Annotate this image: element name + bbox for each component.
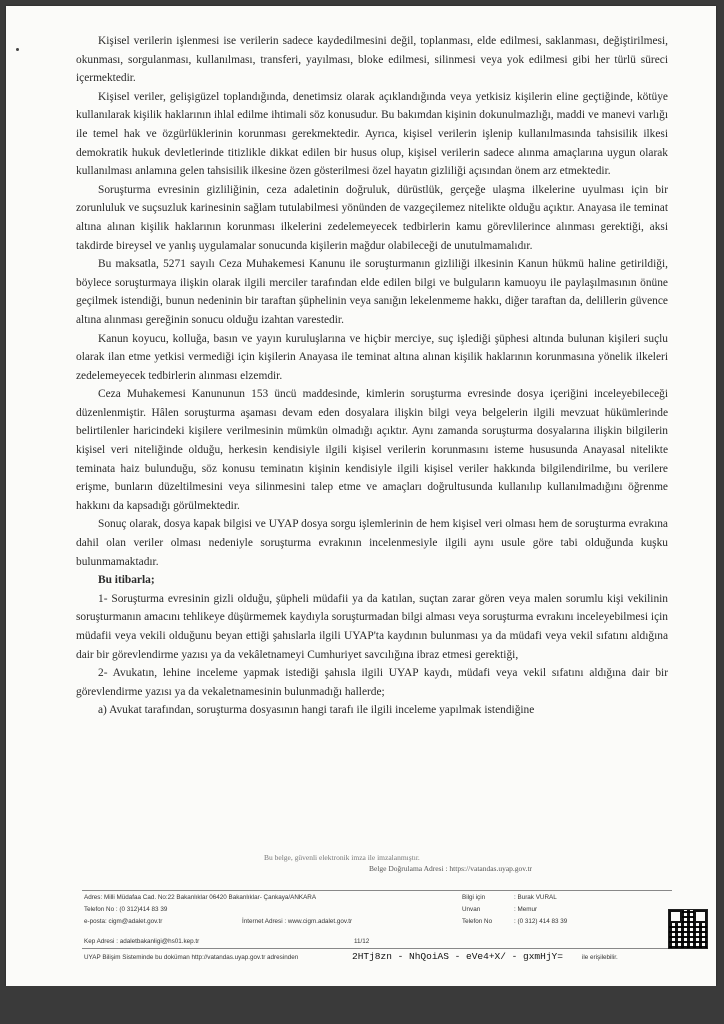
signature-note: Bu belge, güvenli elektronik imza ile imzalanmıştır.	[264, 853, 420, 862]
paragraph: Kanun koyucu, kolluğa, basın ve yayın kuruluşlarına ve hiçbir merciye, suç işlediği şüphesi altında bulunan kişileri suçlu olarak ilan etme yetkisi vermediği için kişilerin Anayasa ile teminat altına alınan kişilik haklarının korunmasına yönelik ilkeleri zedelemeyecek tedbirlerin alınması elzemdir.	[76, 332, 668, 382]
section-heading: Bu itibarla;	[98, 574, 155, 587]
paragraph: a) Avukat tarafından, soruşturma dosyasının hangi tarafı ile ilgili inceleme yapılmak istendiğine	[98, 704, 535, 717]
info-value: : Burak VURAL	[514, 894, 557, 901]
paragraph: Bu maksatla, 5271 sayılı Ceza Muhakemesi Kanunu ile soruşturmanın gizliliği ilkesinin Kanun hükmü haline getirildiği, böylece soruşturmaya ilişkin olarak ilgili merciler tarafından elde edilen bilgi ve bulguların kamuoyu ile paylaşılmasının önüne geçilmek istendiği, bunun nedeninin bir taraftan şüphelinin veya sanığın lekelenmeme hakkı, diğer taraftan da, delillerin güvence altına alınması gereğinin sonucu olduğu izahtan varestedir.	[76, 258, 668, 326]
code-suffix: ile erişilebilir.	[582, 954, 618, 961]
paragraph: 2- Avukatın, lehine inceleme yapmak istediği şahısla ilgili UYAP kaydı, müdafi veya vekil sıfatını aldığına dair bir görevlendirme yazısı ya da vekaletnamesinin bulunmadığı hallerde;	[76, 667, 668, 698]
footer-email: e-posta: cigm@adalet.gov.tr	[84, 918, 163, 925]
tel-value: : (0 312) 414 83 39	[514, 918, 568, 925]
verification-address: Belge Doğrulama Adresi : https://vatandas.uyap.gov.tr	[369, 864, 533, 873]
footer-address: Adres: Milli Müdafaa Cad. No:22 Bakanlıklar 06420 Bakanlıklar- Çankaya/ANKARA	[84, 894, 317, 901]
qr-code	[669, 910, 707, 948]
paragraph: Sonuç olarak, dosya kapak bilgisi ve UYAP dosya sorgu işlemlerinin de hem kişisel veri olması hem de soruşturma evrakına dahil olan veriler olması nedeniyle soruşturma evrakının incelenmesiyle ilgili aynı usule göre tabi olduğunda kuşku bulunmamaktadır.	[76, 518, 668, 568]
scan-border	[0, 986, 724, 1024]
page-number: 11/12	[354, 938, 370, 945]
e-signature-stamp	[186, 852, 706, 874]
footer-phone: Telefon No : (0 312)414 83 39	[84, 906, 168, 913]
uyap-note: UYAP Bilişim Sisteminde bu doküman http://vatandas.uyap.gov.tr adresinden	[84, 954, 299, 961]
document-footer	[82, 880, 692, 980]
footer-internet: İnternet Adresi : www.cigm.adalet.gov.tr	[242, 918, 353, 925]
document-page	[6, 6, 716, 986]
tel-label: Telefon No	[462, 918, 493, 925]
footer-divider	[82, 890, 672, 891]
verification-code: 2HTj8zn - NhQoiAS - eVe4+X/ - gxmHjY=	[352, 951, 563, 962]
scan-artifact	[16, 48, 19, 51]
paragraph: Soruşturma evresinin gizliliğinin, ceza adaletinin doğruluk, dürüstlük, gerçeğe ulaşma ilkelerine uyulması için bir zorunluluk ve suçsuzluk karinesinin sağlam tutulabilmesi yönünden de vazgeçilemez nitelikte olduğu açıktır. Anayasa ile teminat altına alınan kişilik haklarının korunması ilkelerini zedelemeyecek tedbirlerin kamu görevlilerince alınması gerektiği, aksi takdirde bireysel ve yanlış uygulamalar sonucunda kişilerin mağdur olabileceği de unutulmamalıdır.	[76, 183, 668, 252]
paragraph: Kişisel veriler, gelişigüzel toplandığında, denetimsiz olarak açıklandığında veya yetkisiz kişilerin eline geçtiğinde, kötüye kullanılarak kişilik haklarının ihlal edilme ihtimali söz konusudur. Bu bakımdan kişinin dokunulmazlığı, maddi ve manevi varlığı ile temel hak ve özgürlüklerinin korunması gerekmektedir. Ayrıca, kişisel verilerin işlenip kullanılmasında tahsisilik ilkesi demokratik hukuk devletlerinde titizlikle dikkat edilen bir husus olup, kişisel verilerin sadece alınma amaçlarına uygun olarak kullanılması anlamına gelen tahsisilik ilkesine özen gösterilmesi özel hayatın gizliliği açısından önem arz etmektedir.	[76, 90, 668, 178]
footer-kep: Kep Adresi : adaletbakanligi@hs01.kep.tr	[84, 938, 200, 945]
paragraph: 1- Soruşturma evresinin gizli olduğu, şüpheli müdafii ya da katılan, suçtan zarar gören veya malen sorumlu kişi vekilinin soruşturmanın amacını tehlikeye düşürmemek kaydıyla soruşturmadan bilgi alması veya soruşturma evrakını inceleyebilmesi için müdafii veya vekili olduğunu beyan ettiği şahıslarla ilgili UYAP'ta kaydının bulunması ya da müdafi veya vekil sıfatını aldığına dair bir görevlendirme yazısı ya da vekâletnameyi Cumhuriyet savcılığına ibraz etmesi gerektiği,	[76, 592, 668, 661]
paragraph: Kişisel verilerin işlenmesi ise verilerin sadece kaydedilmesini değil, toplanması, elde edilmesi, saklanması, değiştirilmesi, okunması, sorgulanması, kullanılması, transferi, yayılması, bloke edilmesi, silinmesi veya yok edilmesi gibi her türlü süreci içermektedir.	[76, 35, 668, 85]
title-value: : Memur	[514, 906, 538, 913]
document-body	[76, 32, 668, 720]
info-label: Bilgi için	[462, 894, 486, 901]
title-label: Unvan	[462, 906, 481, 913]
footer-divider-bottom	[82, 948, 672, 949]
paragraph: Ceza Muhakemesi Kanununun 153 üncü maddesinde, kimlerin soruşturma evresinde dosya içeriğini inceleyebileceği düzenlenmiştir. Hâlen soruşturma aşaması devam eden dosyalara ilişkin bilgi veya belgelerin ilgili mevzuat hükümlerinde belirtilenler haricindeki kişilere verilmesinin mümkün olmadığı açıktır. Aynı zamanda soruşturma dosyalarına ilişkin bilgilerin kişisel veri niteliğinde olduğu, herkesin kendisiyle ilgili kişisel verilerin korunmasını isteme hususunda Anayasal nitelikte teminata haiz bulunduğu, söz konusu teminatın kişinin kendisiyle ilgili kişisel veriler hakkında bilgilendirilme, bu verilere erişme, bunların düzeltilmesini veya silinmesini talep etme ve amaçları doğrultusunda kullanılıp kullanılmadığını öğrenme hakkını da kapsadığı görülmektedir.	[76, 388, 668, 512]
